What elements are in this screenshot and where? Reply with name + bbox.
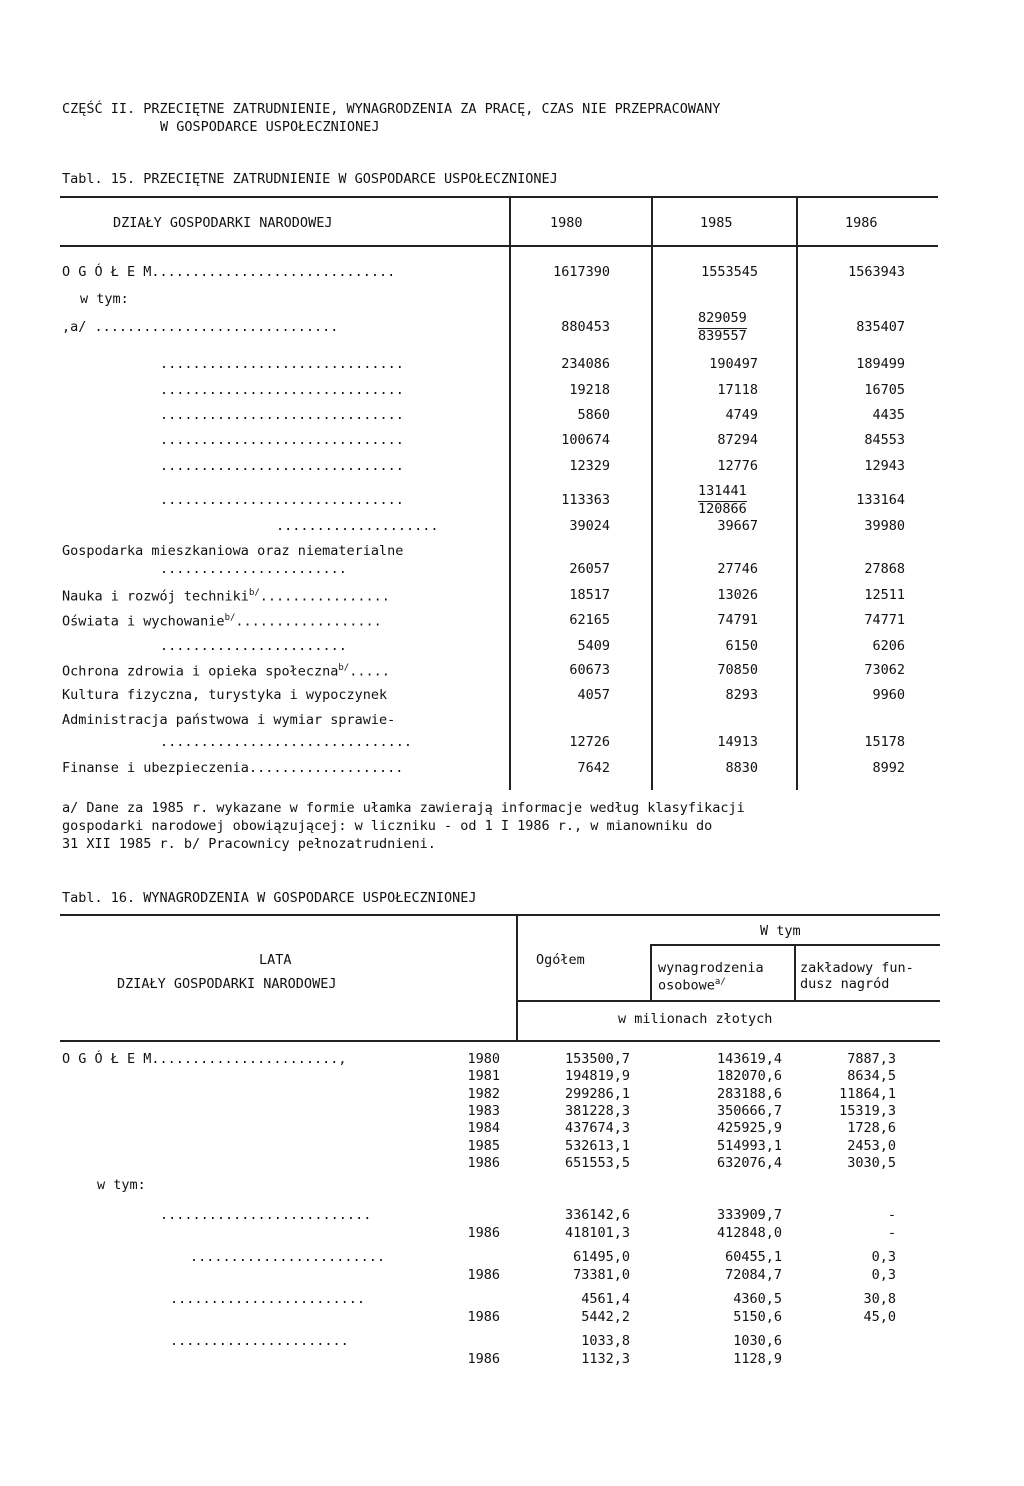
table15-row-label: ....................: [276, 518, 439, 534]
table15-cell-1986: 39980: [864, 518, 905, 534]
table16-col-divider-3: [794, 944, 796, 1002]
table16-cell-ogolem: 651553,5: [564, 1154, 630, 1171]
table16-cell-wynagrodzenia: 350666,7: [716, 1102, 782, 1119]
table15-cell-1985: 13026: [717, 587, 758, 603]
table16-cell-wynagrodzenia: 5150,6: [733, 1309, 782, 1325]
table16-header-wyn-line1: wynagrodzenia: [658, 960, 764, 976]
table15-row-label: Nauka i rozwój techniki$^{b/}$................: [62, 588, 390, 605]
table16-group-label: ........................: [190, 1249, 386, 1265]
table16-cell-fundusz: -: [887, 1225, 896, 1241]
fraction-numerator: 131441: [698, 484, 747, 502]
table16-title: Tabl. 16. WYNAGRODZENIA W GOSPODARCE USPOŁECZNIONEJ: [62, 890, 477, 906]
table16-cell-ogolem: 1033,8: [581, 1333, 630, 1349]
table16-header-unit: w milionach złotych: [618, 1011, 773, 1027]
table16-year: 1982: [467, 1085, 500, 1102]
table15-cell-1985: 39667: [717, 518, 758, 534]
table16-header-lata: LATA: [259, 952, 292, 968]
table15-cell-1980: 12726: [569, 734, 610, 750]
table16-cell-ogolem: 418101,3: [564, 1225, 630, 1241]
table16-cell-fundusz: 2453,0: [847, 1137, 896, 1154]
table16-unit-rule: [516, 1000, 940, 1002]
table15-row-label: Gospodarka mieszkaniowa oraz niematerialne: [62, 543, 404, 559]
table16-cell-ogolem: 61495,0: [573, 1249, 630, 1265]
table15-cell-1985: 70850: [717, 662, 758, 678]
table16-cell-ogolem: 532613,1: [564, 1137, 630, 1154]
table15-cell-1980: 4057: [577, 687, 610, 703]
table15-cell-1986: 16705: [864, 382, 905, 398]
table16-header-dzialy: DZIAŁY GOSPODARKI NARODOWEJ: [117, 976, 337, 992]
table15-cell-1986: 133164: [856, 492, 905, 508]
table15-cell-1986: 27868: [864, 561, 905, 577]
table16-cell-wynagrodzenia: 143619,4: [716, 1051, 782, 1067]
table15-row-label: ..............................: [160, 458, 404, 474]
table15-row-label: Finanse i ubezpieczenia...................: [62, 760, 404, 776]
table15-cell-1986: 9960: [872, 687, 905, 703]
table15-cell-1986: 189499: [856, 356, 905, 372]
table16-year: 1981: [467, 1068, 500, 1085]
fraction-numerator: 829059: [698, 311, 747, 329]
table16-group-label: ......................: [170, 1333, 349, 1349]
table15-cell-1980: 12329: [569, 458, 610, 474]
table16-cell-fundusz: 3030,5: [847, 1154, 896, 1171]
table16-cell-wynagrodzenia: 4360,5: [733, 1291, 782, 1307]
table15-cell-1980: 26057: [569, 561, 610, 577]
table15-header-rule: [60, 245, 938, 247]
table16-cell-ogolem: 437674,3: [564, 1120, 630, 1137]
table16-col-divider-2: [650, 944, 652, 1002]
table16-cell-fundusz: 1728,6: [847, 1120, 896, 1137]
table15-row-label: .......................: [160, 638, 347, 654]
table16-cell-fundusz: 8634,5: [847, 1068, 896, 1085]
table15-cell-1986: 1563943: [848, 264, 905, 280]
table15-row-label: ..............................: [160, 432, 404, 448]
table16-cell-fundusz: 0,3: [871, 1267, 896, 1283]
table16-header-zf-line1: zakładowy fun-: [800, 960, 914, 976]
table15-cell-1986: 74771: [864, 612, 905, 628]
table16-cell-wynagrodzenia: 425925,9: [716, 1120, 782, 1137]
table15-cell-1980: 880453: [561, 319, 610, 335]
table16-cell-ogolem: 153500,7: [564, 1051, 630, 1067]
table16-cell-ogolem: 336142,6: [564, 1207, 630, 1223]
table15-row-label: Oświata i wychowanie$^{b/}$..................: [62, 613, 382, 630]
dot-leader: ...................: [248, 760, 404, 776]
table16-year: 1986: [467, 1309, 500, 1325]
table16-header-rule: [60, 1040, 940, 1042]
table15-cell-1980: 7642: [577, 760, 610, 776]
dot-leader: ................: [259, 588, 390, 605]
table16-wtym-rule: [650, 944, 940, 946]
table16-cell-fundusz: 7887,3: [847, 1051, 896, 1067]
table15-row-label: Administracja państwowa i wymiar sprawie-: [62, 712, 396, 728]
table15-cell-1985-fraction: [698, 311, 747, 344]
table16-wtym-label: w tym:: [97, 1177, 146, 1193]
table16-cell-wynagrodzenia: 1030,6: [733, 1333, 782, 1349]
table15-cell-1980: 234086: [561, 356, 610, 372]
part-title-line2: W GOSPODARCE USPOŁECZNIONEJ: [160, 119, 380, 135]
table16-col-divider-1: [516, 914, 518, 1042]
table15-cell-1985: 1553545: [701, 264, 758, 280]
table15-row-label: Ochrona zdrowia i opieka społeczna$^{b/}$.....: [62, 663, 390, 680]
table15-cell-1986: 84553: [864, 432, 905, 448]
table15-cell-1986: 15178: [864, 734, 905, 750]
table16-top-rule: [60, 914, 940, 916]
table16-cell-wynagrodzenia: 60455,1: [725, 1249, 782, 1265]
table16-cell-ogolem: 5442,2: [581, 1309, 630, 1325]
table15-cell-1986: 73062: [864, 662, 905, 678]
table15-row-label: ,a/ ..............................: [62, 319, 339, 335]
table16-year: 1985: [467, 1137, 500, 1154]
table15-header-dzialy: DZIAŁY GOSPODARKI NARODOWEJ: [113, 215, 333, 231]
table15-cell-1986: 12511: [864, 587, 905, 603]
table16-cell-fundusz: 11864,1: [839, 1085, 896, 1102]
table15-cell-1986: 6206: [872, 638, 905, 654]
table16-cell-wynagrodzenia: 514993,1: [716, 1137, 782, 1154]
table15-cell-1980: 60673: [569, 662, 610, 678]
table15-row-label: O G Ó Ł E M..............................: [62, 264, 396, 280]
table15-row-label: ..............................: [160, 407, 404, 423]
table15-row-label: w tym:: [80, 291, 129, 307]
table16-cell-wynagrodzenia: 72084,7: [725, 1267, 782, 1283]
table15-cell-1985: 27746: [717, 561, 758, 577]
table16-cell-ogolem: 4561,4: [581, 1291, 630, 1307]
part-title-line1: CZĘŚĆ II. PRZECIĘTNE ZATRUDNIENIE, WYNAGRODZENIA ZA PRACĘ, CZAS NIE PRZEPRACOWANY: [62, 101, 721, 117]
table15-row-label: ..............................: [160, 356, 404, 372]
table15-cell-1985: 8830: [725, 760, 758, 776]
table15-cell-1985: 17118: [717, 382, 758, 398]
table15-row-label: ..............................: [160, 492, 404, 508]
table15-cell-1980: 5409: [577, 638, 610, 654]
table15-col-divider-2: [651, 196, 653, 790]
table15-cell-1985: 74791: [717, 612, 758, 628]
table15-footnote-line1: a/ Dane za 1985 r. wykazane w formie ułamka zawierają informacje według klasyfikacji: [62, 800, 745, 816]
table15-cell-1980: 5860: [577, 407, 610, 423]
table15-top-rule: [60, 196, 938, 198]
table15-cell-1986: 8992: [872, 760, 905, 776]
table15-cell-1985: 8293: [725, 687, 758, 703]
table15-cell-1986: 4435: [872, 407, 905, 423]
table16-cell-wynagrodzenia: 632076,4: [716, 1154, 782, 1171]
table15-header-1980: 1980: [550, 215, 583, 231]
table16-cell-fundusz: 45,0: [863, 1309, 896, 1325]
table15-row-label: ..............................: [160, 382, 404, 398]
table15-cell-1985: 14913: [717, 734, 758, 750]
table16-header-wtym: W tym: [760, 923, 801, 939]
dot-leader: ..................: [235, 613, 382, 630]
table16-header-wyn-line2: osobowe$^{a/}$: [658, 977, 726, 994]
table15-footnote-line3: 31 XII 1985 r. b/ Pracownicy pełnozatrudnieni.: [62, 836, 436, 852]
table16-cell-ogolem: 73381,0: [573, 1267, 630, 1283]
table15-col-divider-3: [796, 196, 798, 790]
table16-header-ogolem: Ogółem: [536, 952, 585, 968]
table16-cell-wynagrodzenia: 333909,7: [716, 1207, 782, 1223]
table15-cell-1986: 12943: [864, 458, 905, 474]
table15-cell-1985-fraction: [698, 484, 747, 517]
table16-total-label: O G Ó Ł E M.......................,: [62, 1051, 347, 1067]
table15-cell-1980: 1617390: [553, 264, 610, 280]
footnote-marker: b/: [248, 588, 260, 598]
table15-header-1986: 1986: [845, 215, 878, 231]
table16-cell-wynagrodzenia: 1128,9: [733, 1351, 782, 1367]
table15-cell-1980: 113363: [561, 492, 610, 508]
table16-cell-wynagrodzenia: 283188,6: [716, 1085, 782, 1102]
table15-title: Tabl. 15. PRZECIĘTNE ZATRUDNIENIE W GOSPODARCE USPOŁECZNIONEJ: [62, 171, 558, 187]
table16-year: 1986: [467, 1267, 500, 1283]
table15-cell-1985: 87294: [717, 432, 758, 448]
footnote-marker: b/: [224, 613, 236, 623]
table16-group-label: ........................: [170, 1291, 366, 1307]
table15-header-1985: 1985: [700, 215, 733, 231]
table16-year: 1980: [467, 1051, 500, 1067]
table16-cell-ogolem: 381228,3: [564, 1102, 630, 1119]
table15-cell-1980: 62165: [569, 612, 610, 628]
table15-cell-1985: 6150: [725, 638, 758, 654]
table16-year: 1986: [467, 1351, 500, 1367]
table15-footnote-line2: gospodarki narodowej obowiązującej: w liczniku - od 1 I 1986 r., w mianowniku do: [62, 818, 713, 834]
table16-year: 1986: [467, 1154, 500, 1171]
table16-cell-fundusz: 15319,3: [839, 1102, 896, 1119]
table16-header-zf-line2: dusz nagród: [800, 976, 890, 992]
table16-cell-wynagrodzenia: 182070,6: [716, 1068, 782, 1085]
table16-cell-fundusz: 0,3: [871, 1249, 896, 1265]
footnote-marker: b/: [338, 663, 350, 673]
table16-cell-fundusz: 30,8: [863, 1291, 896, 1307]
table15-cell-1980: 100674: [561, 432, 610, 448]
table16-cell-ogolem: 194819,9: [564, 1068, 630, 1085]
table16-cell-fundusz: -: [887, 1207, 896, 1223]
table15-row-label: ...............................: [160, 734, 412, 750]
table15-cell-1980: 19218: [569, 382, 610, 398]
table15-cell-1980: 39024: [569, 518, 610, 534]
table15-row-label: .......................: [160, 561, 347, 577]
table16-group-label: ..........................: [160, 1207, 372, 1223]
table15-col-divider-1: [509, 196, 511, 790]
table15-cell-1985: 12776: [717, 458, 758, 474]
table15-cell-1985: 4749: [725, 407, 758, 423]
table15-cell-1980: 18517: [569, 587, 610, 603]
table16-year: 1984: [467, 1120, 500, 1137]
fraction-denominator: 120866: [698, 500, 747, 517]
table15-row-label: Kultura fizyczna, turystyka i wypoczynek: [62, 687, 388, 703]
dot-leader: .....: [349, 663, 390, 680]
table16-cell-ogolem: 1132,3: [581, 1351, 630, 1367]
fraction-denominator: 839557: [698, 327, 747, 344]
table15-cell-1986: 835407: [856, 319, 905, 335]
table15-cell-1985: 190497: [709, 356, 758, 372]
table16-cell-ogolem: 299286,1: [564, 1085, 630, 1102]
table16-cell-wynagrodzenia: 412848,0: [716, 1225, 782, 1241]
table16-year: 1986: [467, 1225, 500, 1241]
table16-year: 1983: [467, 1102, 500, 1119]
